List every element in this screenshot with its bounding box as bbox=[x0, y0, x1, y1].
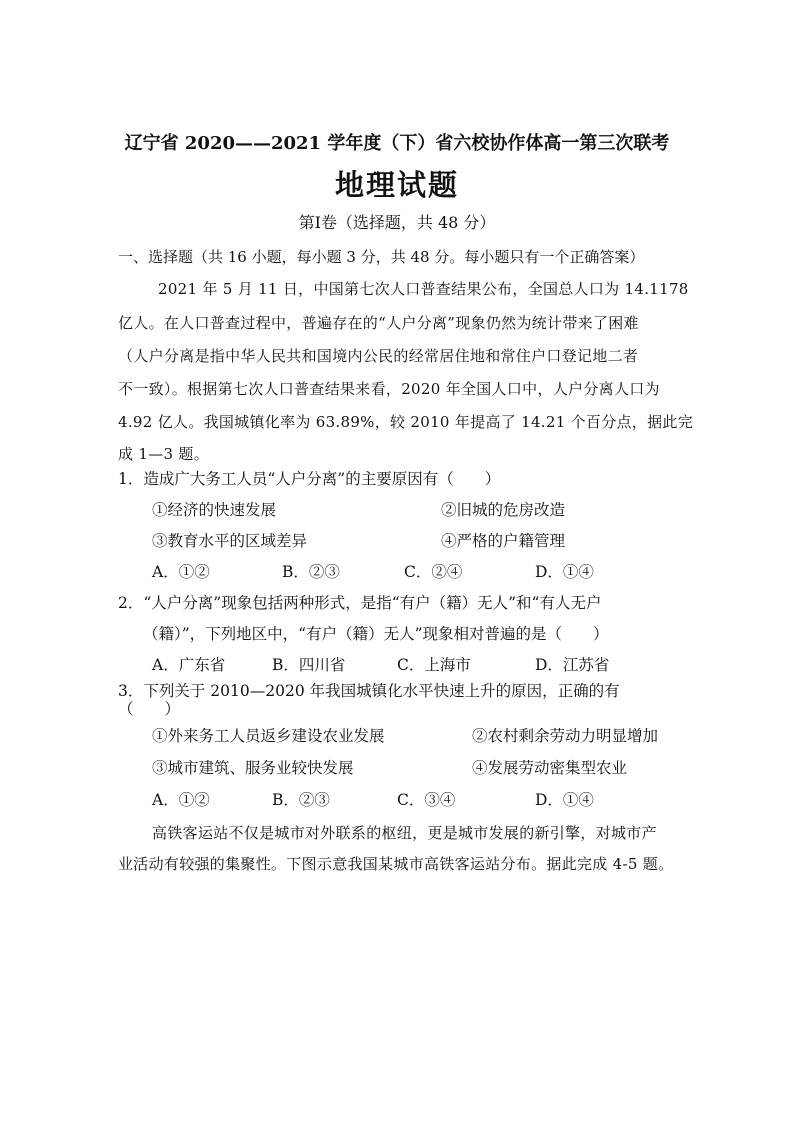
question-stem: 1．造成广大务工人员“人户分离”的主要原因有（ ） bbox=[118, 470, 501, 488]
choice-a: A．①② bbox=[152, 563, 210, 581]
statement-item: ③教育水平的区域差异 bbox=[152, 532, 308, 550]
passage-line: 业活动有较强的集聚性。下图示意我国某城市高铁客运站分布。据此完成 4-5 题。 bbox=[118, 855, 674, 873]
passage-line: 亿人。在人口普查过程中，普遍存在的“人户分离”现象仍然为统计带来了困难 bbox=[118, 314, 639, 332]
passage-line: 成 1—3 题。 bbox=[118, 445, 210, 463]
choice-b: B．②③ bbox=[272, 791, 330, 809]
question-stem-continued: （籍）”，下列地区中，“有户（籍）无人”现象相对普遍的是（ ） bbox=[143, 625, 609, 643]
passage-line: 4.92 亿人。我国城镇化率为 63.89%，较 2010 年提高了 14.21 个百分点，据此完 bbox=[118, 413, 694, 431]
exam-title: 辽宁省 2020——2021 学年度（下）省六校协作体高一第三次联考 bbox=[124, 133, 670, 154]
choice-a: A．广东省 bbox=[152, 656, 226, 674]
choice-c: C．②④ bbox=[404, 563, 463, 581]
passage-line: 不一致）。根据第七次人口普查结果来看，2020 年全国人口中，人户分离人口为 bbox=[118, 380, 660, 398]
statement-item: ④发展劳动密集型农业 bbox=[472, 759, 628, 777]
passage-line: 2021 年 5 月 11 日，中国第七次人口普查结果公布，全国总人口为 14.1178 bbox=[158, 280, 689, 298]
choice-b: B．四川省 bbox=[272, 656, 346, 674]
statement-item: ③城市建筑、服务业较快发展 bbox=[152, 759, 354, 777]
choice-d: D．江苏省 bbox=[535, 656, 610, 674]
choice-c: C．③④ bbox=[397, 791, 456, 809]
choice-d: D．①④ bbox=[535, 791, 594, 809]
subject-title: 地理试题 bbox=[334, 168, 459, 202]
statement-item: ①外来务工人员返乡建设农业发展 bbox=[152, 727, 385, 745]
choice-c: C．上海市 bbox=[397, 656, 471, 674]
choice-b: B．②③ bbox=[282, 563, 340, 581]
statement-item: ④严格的户籍管理 bbox=[441, 532, 566, 550]
passage-line: （人户分离是指中华人民共和国境内公民的经常居住地和常住户口登记地二者 bbox=[118, 347, 639, 365]
statement-item: ②旧城的危房改造 bbox=[441, 501, 566, 519]
statement-item: ②农村剩余劳动力明显增加 bbox=[472, 727, 659, 745]
choice-d: D．①④ bbox=[535, 563, 594, 581]
choice-a: A．①② bbox=[152, 791, 210, 809]
passage-line: 高铁客运站不仅是城市对外联系的枢纽，更是城市发展的新引擎，对城市产 bbox=[152, 824, 657, 842]
question-stem-continued: （ ） bbox=[118, 700, 181, 718]
question-stem: 2．“人户分离”现象包括两种形式，是指“有户（籍）无人”和“有人无户 bbox=[118, 594, 602, 612]
section-heading: 一、选择题（共 16 小题，每小题 3 分，共 48 分。每小题只有一个正确答案） bbox=[118, 248, 645, 266]
volume-title: 第Ⅰ卷（选择题，共 48 分） bbox=[298, 213, 496, 232]
statement-item: ①经济的快速发展 bbox=[152, 501, 277, 519]
question-stem: 3．下列关于 2010—2020 年我国城镇化水平快速上升的原因，正确的有 bbox=[118, 682, 620, 700]
